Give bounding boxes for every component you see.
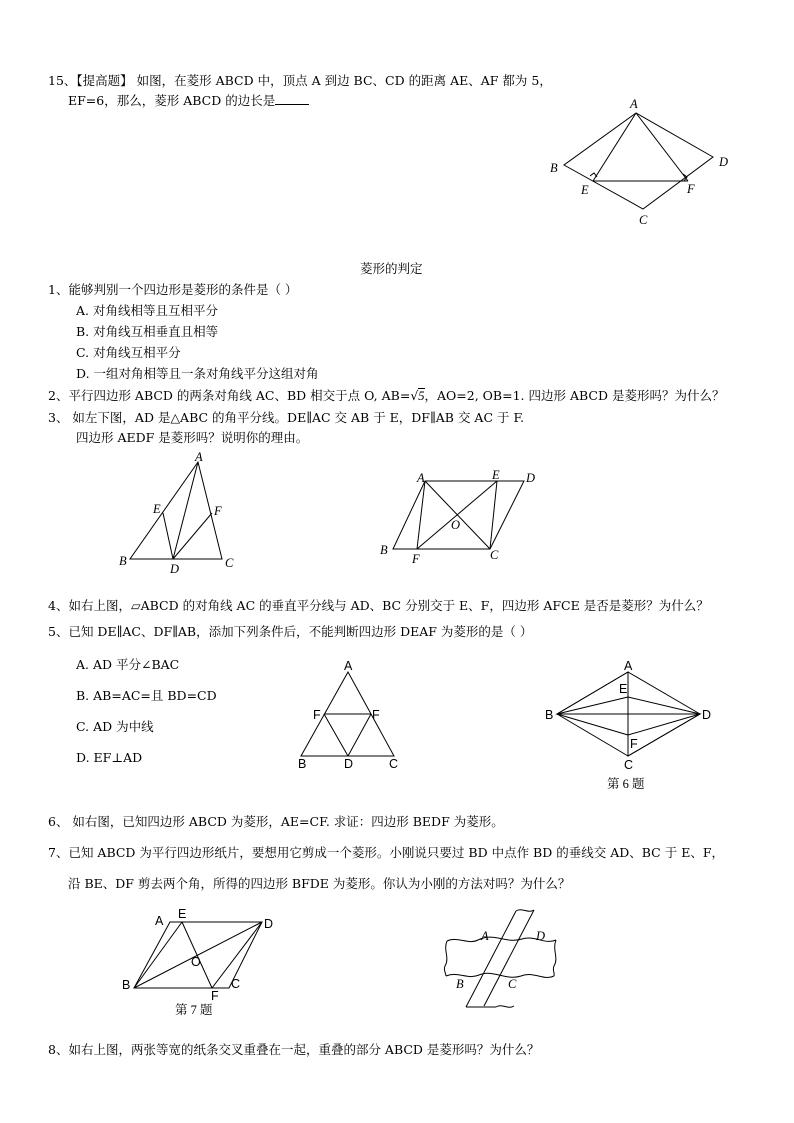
q7-line2: 沿 BE、DF 剪去两个角，所得的四边形 BFDE 为菱形。你认为小刚的方法对吗？为什么？	[68, 876, 571, 891]
figure-q7	[120, 905, 290, 1017]
fig4-label-f: F	[412, 552, 420, 566]
fig15-label-e: E	[581, 183, 589, 197]
q15-line2	[68, 92, 309, 110]
sqrt-symbol: √	[410, 388, 419, 403]
fig15-label-a: A	[630, 97, 638, 111]
fig4-label-c: C	[490, 548, 499, 562]
fig7-label-a: A	[155, 914, 164, 928]
fig3-label-d: D	[170, 562, 180, 576]
q1-option-c: C. 对角线互相平分	[76, 345, 181, 360]
fig6-label-c: C	[624, 758, 634, 772]
fig4-label-b: B	[380, 543, 388, 557]
fig6-label-f: F	[630, 737, 638, 751]
fig5-label-a: A	[344, 659, 353, 673]
fig3-label-c: C	[225, 556, 234, 570]
q2-prefix: 2、平行四边形 ABCD 的两条对角线 AC、BD 相交于点 O, AB=	[48, 388, 411, 403]
q1-option-a: A. 对角线相等且互相平分	[76, 303, 218, 318]
fig7-caption: 第 7 题	[175, 1003, 213, 1017]
fig6-label-a: A	[624, 659, 633, 673]
q2-sqrt-value: 5	[418, 389, 425, 403]
fig7-label-d: D	[264, 917, 274, 931]
fig4-label-o: O	[451, 518, 461, 532]
fig4-label-e: E	[492, 468, 500, 482]
q7-line1: 7、已知 ABCD 为平行四边形纸片，要想用它剪成一个菱形。小刚说只要过 BD 中点作 BD 的垂线交 AD、BC 于 E、F，	[48, 845, 724, 860]
fig7-label-e: E	[178, 907, 187, 921]
fig8-label-a: A	[481, 929, 489, 943]
figure-q5	[295, 660, 405, 770]
q5-option-c: C. AD 为中线	[76, 719, 154, 734]
q6-text: 6、 如右图，已知四边形 ABCD 为菱形，AE=CF. 求证：四边形 BEDF 为菱形。	[48, 814, 504, 829]
answer-blank[interactable]	[275, 92, 309, 105]
fig5-label-b: B	[298, 757, 307, 771]
fig15-label-c: C	[639, 213, 648, 227]
fig7-label-f: F	[211, 989, 219, 1003]
q3-line2: 四边形 AEDF 是菱形吗？说明你的理由。	[76, 430, 309, 445]
q1-stem: 1、能够判别一个四边形是菱形的条件是（ ）	[48, 282, 298, 297]
fig3-label-b: B	[119, 554, 127, 568]
figure-q6	[540, 655, 720, 795]
fig5-label-d: D	[344, 757, 354, 771]
fig3-label-f: F	[214, 504, 222, 518]
fig5-label-left: F	[313, 708, 321, 722]
fig8-label-d: D	[536, 929, 546, 943]
fig15-label-b: B	[550, 161, 558, 175]
q15-line2-text: EF=6，那么，菱形 ABCD 的边长是	[68, 93, 276, 108]
fig15-label-f: F	[687, 182, 695, 196]
figure-q3	[110, 452, 245, 577]
fig8-label-b: B	[456, 977, 464, 991]
fig6-caption: 第 6 题	[607, 777, 645, 791]
q2-suffix: ，AO=2, OB=1. 四边形 ABCD 是菱形吗？为什么？	[424, 388, 725, 403]
q4-text: 4、如右上图，▱ABCD 的对角线 AC 的垂直平分线与 AD、BC 分别交于 E、F，四边形 AFCE 是否是菱形？为什么？	[48, 598, 709, 613]
q1-option-b: B. 对角线互相垂直且相等	[76, 324, 219, 339]
fig6-label-e: E	[619, 682, 628, 696]
fig3-label-a: A	[195, 450, 203, 464]
fig15-label-d: D	[719, 155, 729, 169]
fig7-label-c: C	[231, 977, 241, 991]
q5-option-a: A. AD 平分∠BAC	[76, 657, 180, 672]
q5-option-b: B. AB=AC=且 BD=CD	[76, 688, 217, 703]
section-title: 菱形的判定	[360, 261, 423, 276]
q15-line1: 15、【提高题】 如图，在菱形 ABCD 中，顶点 A 到边 BC、CD 的距离 AE、AF 都为 5，	[48, 73, 552, 88]
fig3-label-e: E	[153, 502, 161, 516]
fig5-label-right: F	[372, 708, 380, 722]
fig4-label-d: D	[526, 471, 536, 485]
fig8-label-c: C	[508, 977, 517, 991]
q8-text: 8、如右上图，两张等宽的纸条交叉重叠在一起，重叠的部分 ABCD 是菱形吗？为什么？	[48, 1042, 540, 1057]
q5-stem: 5、已知 DE∥AC、DF∥AB，添加下列条件后，不能判断四边形 DEAF 为菱形的是（ ）	[48, 624, 533, 639]
fig5-label-c: C	[389, 757, 399, 771]
figure-q4	[375, 465, 545, 565]
figure-q8	[440, 905, 565, 1017]
fig7-label-o: O	[191, 955, 201, 969]
fig7-label-b: B	[122, 978, 131, 992]
q1-option-d: D. 一组对角相等且一条对角线平分这组对角	[76, 366, 319, 381]
q5-option-d: D. EF⊥AD	[76, 750, 143, 765]
fig6-label-d: D	[702, 708, 712, 722]
figure-q15	[540, 95, 740, 230]
q3-line1: 3、 如左下图，AD 是△ABC 的角平分线。DE∥AC 交 AB 于 E，DF∥AB 交 AC 于 F.	[48, 410, 525, 425]
fig4-label-a: A	[417, 471, 425, 485]
fig6-label-b: B	[545, 708, 554, 722]
q2-line	[48, 387, 724, 405]
